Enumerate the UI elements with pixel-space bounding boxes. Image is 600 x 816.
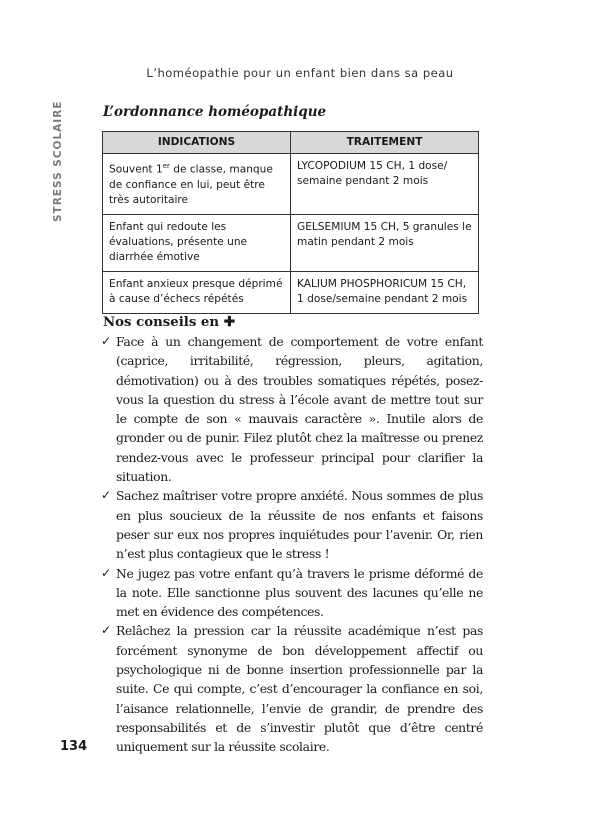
list-item (101, 621, 483, 756)
column-header-traitement: TRAITEMENT (291, 132, 479, 154)
page-number: 134 (60, 739, 88, 754)
list-item (101, 564, 483, 622)
traitement-cell: KALIUM PHOSPHORICUM 15 CH, 1 dose/semaine pendant 2 mois (291, 271, 479, 313)
side-section-tab-label: STRESS SCOLAIRE (52, 100, 64, 222)
checkmark-icon: ✓ (101, 623, 111, 638)
conseils-title: Nos conseils en ✚ (103, 315, 235, 330)
table-header-row (103, 132, 479, 154)
side-section-tab (52, 102, 68, 222)
list-item-text: Ne jugez pas votre enfant qu’à travers le prisme déformé de la note. Elle sanctionne plus souvent des lacunes qu’elle ne met en évidence des compétences. (116, 565, 483, 620)
running-head: L’homéopathie pour un enfant bien dans sa peau (146, 66, 454, 80)
conseils-list (101, 332, 483, 757)
indication-text-end: de classe, manque de confiance en lui, peut être très autoritaire (109, 163, 273, 206)
indication-text-start: Souvent 1 (109, 163, 163, 176)
list-item (101, 486, 483, 563)
checkmark-icon: ✓ (101, 488, 111, 503)
list-item-text: Sachez maîtriser votre propre anxiété. Nous sommes de plus en plus soucieux de la réussite de nos enfants et faisons peser sur eux nos propres inquiétudes pour l’avenir. Or, rien n’est plus contagieux que le stress ! (116, 488, 483, 562)
ordinal-superscript: er (162, 162, 170, 170)
checkmark-icon: ✓ (101, 565, 111, 580)
indication-cell (103, 154, 291, 215)
list-item (101, 332, 483, 486)
checkmark-icon: ✓ (101, 334, 111, 348)
table-row (103, 154, 479, 215)
section-title: L’ordonnance homéopathique (103, 104, 327, 120)
table-row (103, 214, 479, 271)
traitement-cell: GELSEMIUM 15 CH, 5 granules le matin pendant 2 mois (291, 214, 479, 271)
traitement-cell: LYCOPODIUM 15 CH, 1 dose/ semaine pendant 2 mois (291, 154, 479, 215)
indication-cell: Enfant qui redoute les évaluations, présente une diarrhée émotive (103, 214, 291, 271)
list-item-text: Relâchez la pression car la réussite académique n’est pas forcément synonyme de bon développement affectif ou psychologique ni de bonne insertion professionnelle par la suite. Ce qui compte, c’est d’encourager la confiance en soi, l’aisance relationnelle, l’envie de grandir, de prendre des responsabilités et de s’investir plutôt que d’être centré uniquement sur la réussite scolaire. (116, 623, 483, 755)
list-item-text: Face à un changement de comportement de votre enfant (caprice, irritabilité, régression, pleurs, agitation, démotivation) ou à des troubles somatiques répétés, posez-vous la question du stress à l’école avant de mettre tout sur le compte de son « mauvais caractère ». Inutile alors de gronder ou de punir. Filez plutôt chez la maîtresse ou prenez rendez-vous avec le professeur principal pour clarifier la situation. (116, 334, 483, 485)
prescription-table (102, 131, 479, 314)
column-header-indications: INDICATIONS (103, 132, 291, 154)
indication-cell: Enfant anxieux presque déprimé à cause d’échecs répétés (103, 271, 291, 313)
table-row (103, 271, 479, 313)
